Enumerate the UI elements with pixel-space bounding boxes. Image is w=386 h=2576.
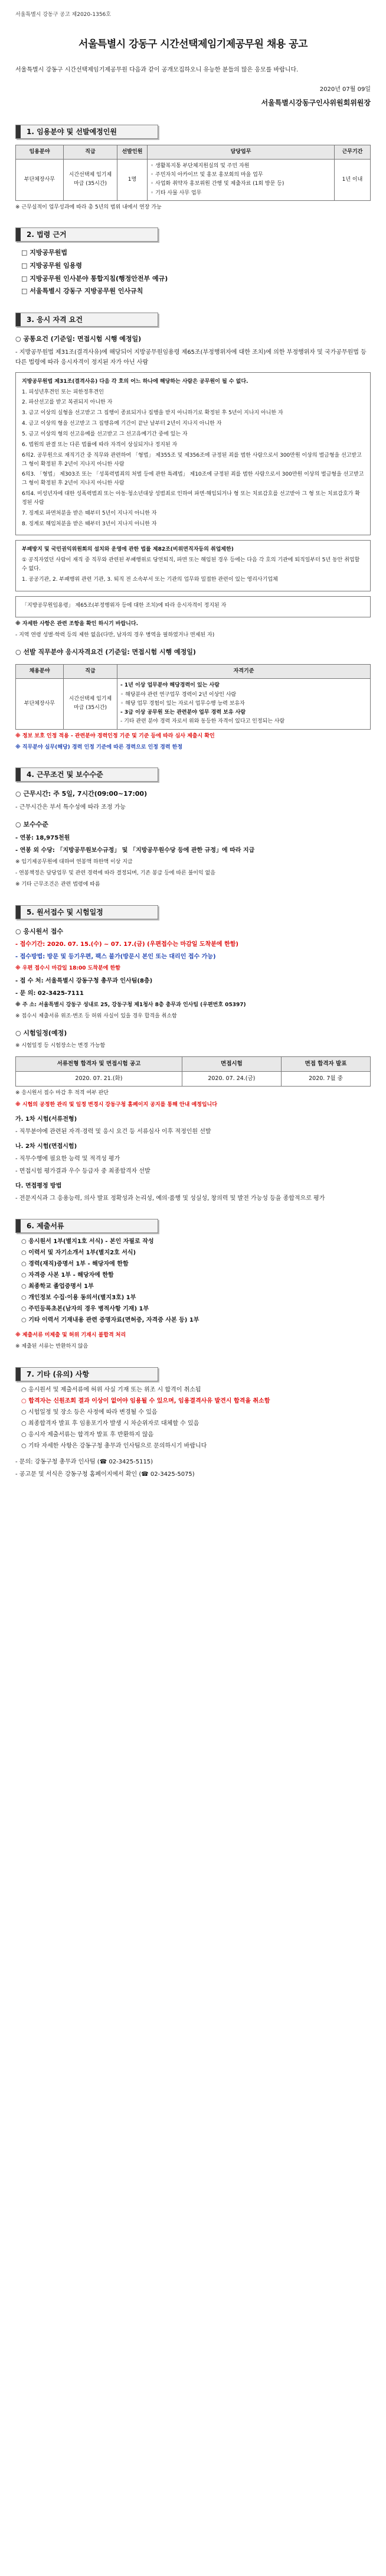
law-clause: 4. 금고 이상의 형을 선고받고 그 집행유예 기간이 끝난 날부터 2년이 지나지 아니한 자 — [22, 421, 222, 427]
schedule-note-2: ※ 응시원서 접수 마감 후 적격 여부 판단 — [15, 1090, 109, 1097]
application-office: - 접 수 처: 서울특별시 강동구청 총무과 인사팀(8층) — [15, 977, 153, 984]
section-5-heading — [15, 905, 158, 919]
salary-allowance: - 연봉 외 수당: 「지방공무원보수규정」 및 「지방공무원수당 등에 관한 규정」에 따라 지급 — [15, 847, 255, 854]
heading-bar — [16, 768, 21, 781]
anticorruption-box — [15, 540, 371, 591]
document-item: ○ 주민등록초본(남자의 경우 병적사항 기재) 1부 — [21, 1306, 149, 1313]
section-7-title: 7. 기타 (유의) 사항 — [21, 1368, 158, 1381]
cell-field: 부단체장사무 — [16, 679, 64, 729]
criteria-item: ◦ 해당 업무 경험이 있는 자로서 업무수행 능력 보유자 — [120, 700, 245, 707]
salary-note: ※ 기타 근무조건은 관련 법령에 따름 — [15, 882, 100, 888]
section-7-heading — [15, 1367, 158, 1381]
cell-final-result-date: 2020. 7월 중 — [281, 1072, 370, 1087]
section-4-heading — [15, 767, 158, 782]
section-3-note: ※ 자세한 사항은 관련 조항을 확인 하시기 바랍니다. — [15, 620, 138, 627]
section-6-heading — [15, 1219, 158, 1233]
application-note: ※ 우편 접수시 마감일 18:00 도착분에 한함 — [15, 965, 120, 972]
heading-bar — [16, 1219, 21, 1232]
work-hours-text: ○ 근무시간: 주 5일, 7시간(09:00~17:00) — [15, 790, 148, 798]
th-doc-result: 서류전형 합격자 및 면접시험 공고 — [16, 1057, 182, 1072]
schedule-heading: ○ 시험일정(예정) — [15, 1029, 67, 1037]
section-5-title: 5. 원서접수 및 시험일정 — [21, 906, 158, 919]
exam-method: 다. 면접평정 방법 — [15, 1183, 62, 1190]
section-2-heading — [15, 227, 158, 242]
notice-item: ○ 응시자 제출서류는 합격자 발표 후 반환하지 않음 — [21, 1431, 154, 1438]
duty-item: ◦ 주민자치 아카이브 및 홍보 홍보회의 마을 업무 — [151, 172, 263, 178]
document-item: ○ 기타 이력서 기재내용 관련 증명자료(면허증, 자격증 사본 등) 1부 — [21, 1317, 199, 1324]
duty-item: ◦ 생활복지통 부단체지원실의 및 주민 자원 — [151, 162, 250, 169]
law-clause: 6. 법원의 판결 또는 다른 법률에 따라 자격이 상실되거나 정지된 자 — [22, 441, 178, 448]
heading-bar — [16, 906, 21, 919]
cheating-box — [15, 596, 371, 617]
law-clause: 「지방공무원임용령」 제65조(부정행위자 등에 대한 조치)에 따라 응시자격이 정지된 자 — [22, 602, 227, 609]
th-grade: 직급 — [64, 145, 117, 159]
document-number: 서울특별시 강동구 공고 제2020-1356호 — [15, 12, 111, 18]
document-list — [15, 1237, 371, 1325]
section-4-title: 4. 근무조건 및 보수수준 — [21, 768, 158, 781]
section-3-title: 3. 응시 자격 요건 — [21, 313, 158, 326]
schedule-note: ※ 시험일정 등 시험장소는 변경 가능함 — [15, 1042, 106, 1049]
intro-text: 서울특별시 강동구 시간선택제임기제공무원 다음과 같이 공개모집하오니 유능한 분들의 많은 응모를 바랍니다. — [15, 67, 299, 74]
document-note-1: ※ 제출서류 미제출 및 허위 기재시 불합격 처리 — [15, 1332, 126, 1339]
notice-item: ○ 합격자는 신원조회 결과 이상이 없어야 임용될 수 있으며, 임용결격사유 발견시 합격을 취소함 — [21, 1397, 270, 1404]
cell-period: 1년 이내 — [335, 159, 371, 200]
duty-item: ◦ 사업화 취약자 홍보위원 간행 및 제출자료 (1회 방문 등) — [151, 181, 284, 187]
section-6-title: 6. 제출서류 — [21, 1219, 158, 1232]
heading-bar — [16, 313, 21, 326]
contact-line-1: - 문의: 강동구청 총무과 인사팀 (☎ 02-3425-5115) — [15, 1458, 153, 1465]
law-clause: 1. 공공기관, 2. 부패행위 관련 기관, 3. 퇴직 전 소속부서 또는 기관의 업무와 밀접한 관련이 있는 영리사기업체 — [22, 576, 278, 583]
law-item: □ 지방공무원법 — [21, 249, 67, 257]
heading-bar — [16, 1368, 21, 1381]
application-method: - 접수방법: 방문 및 등기우편, 팩스 불가(방문시 본인 또는 대리인 접수 가능) — [15, 954, 216, 961]
requirement-table — [15, 664, 371, 730]
requirement-note-1: ※ 정보 보호 인정 적용 - 관련분야 경력인정 기준 및 기준 등에 따라 심사 제출시 확인 — [15, 733, 215, 739]
application-contact: - 문 의: 02-3425-7111 — [15, 990, 84, 997]
law-item: □ 서울특별시 강동구 지방공무원 인사규칙 — [21, 287, 143, 295]
heading-bar — [16, 125, 21, 138]
law-clause: 3. 금고 이상의 실형을 선고받고 그 집행이 종료되거나 집행을 받지 아니하기로 확정된 후 5년이 지나지 아니한 자 — [22, 410, 283, 417]
cell-count: 1명 — [117, 159, 148, 200]
application-period: - 접수기간: 2020. 07. 15.(수) ~ 07. 17.(금) (우편접수는 마감일 도착분에 한함) — [15, 941, 238, 948]
application-warning: ※ 접수시 제출서류 위조·변조 등 허위 사실이 있을 경우 합격을 취소함 — [15, 1013, 177, 1019]
section-1-heading — [15, 125, 158, 139]
th-period: 근무기간 — [335, 145, 371, 159]
criteria-item: - 기타 관련 분야 경력 자로서 위와 동등한 자격이 있다고 인정되는 사람 — [120, 718, 285, 725]
salary-note: ※ 임기제공무원에 대하여 연봉액 하한액 이상 지급 — [15, 858, 133, 865]
exam-method-desc: - 전문지식과 그 응용능력, 의사 발표 정확성과 논리성, 예의·품행 및 성실성, 창의력 및 발전 가능성 등을 종합적으로 평가 — [15, 1195, 325, 1202]
th-field: 채용분야 — [16, 664, 64, 678]
work-hours-sub: - 근무시간은 부서 특수성에 따라 조정 가능 — [15, 804, 126, 811]
exam-stage-1-desc: - 직무분야에 관련된 자격·경력 및 응시 요건 등 서류심사 이후 적정인원 선발 — [15, 1128, 211, 1136]
section-3-note2: - 지역 연령 성별·학력 등의 제한 없음(다만, 남자의 경우 병역을 필하였거나 면제된 자) — [15, 632, 215, 638]
box-title: 부패방지 및 국민권익위원회의 설치와 운영에 관한 법률 제82조(비위면직자등의 취업제한) — [22, 547, 234, 553]
cell-duties — [148, 159, 335, 200]
document-note-2: ※ 제출된 서류는 반환하지 않음 — [15, 1344, 89, 1350]
law-clause: 7. 징계로 파면처분을 받은 때부터 5년이 지나지 아니한 자 — [22, 510, 157, 516]
law-list — [21, 248, 371, 297]
specific-req-heading: ○ 선발 직무분야 응시자격요건 (기준일: 면접시험 시행 예정일) — [15, 648, 196, 656]
th-field: 임용분야 — [16, 145, 64, 159]
th-criteria: 자격기준 — [117, 664, 371, 678]
th-count: 선발인원 — [117, 145, 148, 159]
section-2-title: 2. 법령 근거 — [21, 228, 158, 241]
section-1-title: 1. 임용분야 및 선발예정인원 — [21, 125, 158, 138]
notice-item: ○ 응시원서 및 제출서류에 허위 사실 기재 또는 위조 시 합격이 취소됨 — [21, 1386, 201, 1393]
law-clause: 지방공무원법 제31조(결격사유) 다음 각 호의 어느 하나에 해당하는 사람은 공무원이 될 수 없다. — [22, 378, 248, 385]
document-item: ○ 개인정보 수집·이용 동의서(별지3호) 1부 — [21, 1294, 136, 1302]
recruit-table — [15, 145, 371, 201]
law-clause: 8. 징계로 해임처분을 받은 때부터 3년이 지나지 아니한 자 — [22, 521, 157, 527]
law-clause: 6의2. 공무원으로 재직기간 중 직무와 관련하여 「형법」 제355조 및 제356조에 규정된 죄를 범한 사람으로서 300만원 이상의 벌금형을 선고받고 그 형이 확정된 후 2년이 지나지 아니한 사람 — [22, 452, 362, 467]
schedule-note-3: ※ 시험의 공정한 관리 및 일정 변경시 강동구청 홈페이지 공지를 통해 안내 예정입니다 — [15, 1101, 217, 1108]
document-item: ○ 이력서 및 자기소개서 1부(별지2호 서식) — [21, 1250, 136, 1257]
law-item: □ 지방공무원 인사분야 통합지침(행정안전부 예규) — [21, 274, 168, 282]
law-clause: 6의3. 「형법」 제303조 또는 「성폭력범죄의 처벌 등에 관한 특례법」 제10조에 규정된 죄를 범한 사람으로서 300만원 이상의 벌금형을 선고받고 그 형이 확정된 후 2년이 지나지 아니한 사람 — [22, 471, 364, 487]
page-title: 서울특별시 강동구 시간선택제임기제공무원 채용 공고 — [78, 38, 308, 51]
notice-date: 2020년 07월 09일 — [319, 86, 371, 93]
common-req-text: - 지방공무원법 제31조(결격사유)에 해당되어 지방공무원임용령 제65조(부정행위자에 대한 조치)에 의한 부정행위자 및 국가공무원법 등 다른 법령에 따라 응시자격이 정지된 자가 아닌 사람 — [15, 349, 367, 366]
exam-stage-2: 나. 2차 시험(면접시험) — [15, 1143, 77, 1150]
law-clause: 5. 금고 이상의 형의 선고유예를 선고받고 그 선고유예기간 중에 있는 자 — [22, 431, 188, 438]
law-clause: ① 공직자였던 사람이 재직 중 직무와 관련된 부패행위로 당연퇴직, 파면 또는 해임된 경우 등에는 다음 각 호의 기관에 퇴직일부터 5년 동안 취업할 수 없다. — [22, 557, 360, 573]
th-final-result: 면접 합격자 발표 — [281, 1057, 370, 1072]
document-item: ○ 응시원서 1부(별지1호 서식) - 본인 자필로 작성 — [21, 1238, 154, 1245]
cell-criteria — [117, 679, 371, 729]
criteria-item: - 1년 이상 업무분야 해당경력이 있는 사람 — [120, 682, 220, 689]
criteria-item: ◦ 해당분야 관련 연구업무 경력이 2년 이상인 사람 — [120, 691, 237, 698]
exam-stage-2-desc: - 직무수행에 필요한 능력 및 적격성 평가 — [15, 1156, 120, 1163]
cell-grade: 시간선택제 임기제 마급 (35시간) — [64, 159, 117, 200]
notice-item: ○ 시험일정 및 장소 등은 사정에 따라 변경될 수 있음 — [21, 1409, 158, 1416]
issuer: 서울특별시강동구인사위원회위원장 — [261, 99, 371, 108]
salary-note: - 연봉책정은 담당업무 및 관련 경력에 따라 결정되며, 기존 봉급 등에 따른 불이익 없음 — [15, 870, 215, 876]
section-3-heading — [15, 313, 158, 327]
document-item: ○ 자격증 사본 1부 - 해당자에 한함 — [21, 1272, 114, 1279]
law-item: □ 지방공무원 임용령 — [21, 262, 83, 270]
cell-interview-date: 2020. 07. 24.(금) — [182, 1072, 281, 1087]
law-clause: 1. 피성년후견인 또는 피한정후견인 — [22, 389, 104, 395]
notice-item: ○ 기타 자세한 사항은 강동구청 총무과 인사팀으로 문의하시기 바랍니다 — [21, 1442, 207, 1449]
document-item: ○ 경력(재직)증명서 1부 - 해당자에 한함 — [21, 1261, 129, 1268]
cell-grade: 시간선택제 임기제 마급 (35시간) — [64, 679, 117, 729]
disqualification-box — [15, 372, 371, 536]
application-address: ※ 주 소: 서울특별시 강동구 성내로 25, 강동구청 제1청사 8층 총무과 인사팀 (우편번호 05397) — [15, 1001, 246, 1008]
schedule-table — [15, 1056, 371, 1087]
section-1-note: ※ 근무실적이 업무성과에 따라 총 5년의 범위 내에서 연장 가능 — [15, 204, 162, 211]
notice-item: ○ 최종합격자 발표 후 임용포기자 발생 시 차순위자로 대체할 수 있음 — [21, 1420, 199, 1427]
common-req-heading: ○ 공통요건 (기준일: 면접시험 시행 예정일) — [15, 335, 142, 343]
heading-bar — [16, 228, 21, 241]
work-hours — [15, 789, 371, 800]
salary-amount: - 연봉: 18,975천원 — [15, 834, 70, 841]
requirement-note-2: ※ 직무분야 실무(해당) 경력 인정 기준에 따른 경력으로 인정 경력 한정 — [15, 744, 183, 751]
application-heading: ○ 응시원서 접수 — [15, 927, 64, 935]
duty-item: ◦ 기타 사물 사무 업무 — [151, 190, 202, 196]
law-clause: 2. 파산선고를 받고 복권되지 아니한 자 — [22, 399, 113, 406]
contact-line-2: - 공고문 및 서식은 강동구청 홈페이지에서 확인 (☎ 02-3425-5075) — [15, 1471, 195, 1478]
notes-list — [15, 1385, 371, 1451]
criteria-item: - 3급 이상 공무원 또는 관련분야 업무 경력 보유 사람 — [120, 710, 246, 716]
exam-stage-1: 가. 1차 시험(서류전형) — [15, 1116, 77, 1123]
th-interview: 면접시험 — [182, 1057, 281, 1072]
th-duties: 담당업무 — [148, 145, 335, 159]
salary-heading: ○ 보수수준 — [15, 821, 48, 829]
exam-stage-2-desc2: - 면접시험 평가결과 우수 등급자 중 최종합격자 선발 — [15, 1168, 151, 1175]
document-item: ○ 최종학교 졸업증명서 1부 — [21, 1283, 94, 1290]
cell-doc-result-date: 2020. 07. 21.(화) — [16, 1072, 182, 1087]
cell-field: 부단체장사무 — [16, 159, 64, 200]
th-grade: 직급 — [64, 664, 117, 678]
law-clause: 6의4. 미성년자에 대한 성폭력범죄 또는 아동·청소년대상 성범죄로 인하여 파면·해임되거나 형 또는 치료감호를 선고받아 그 형 또는 치료감호가 확정된 사람 — [22, 491, 360, 506]
